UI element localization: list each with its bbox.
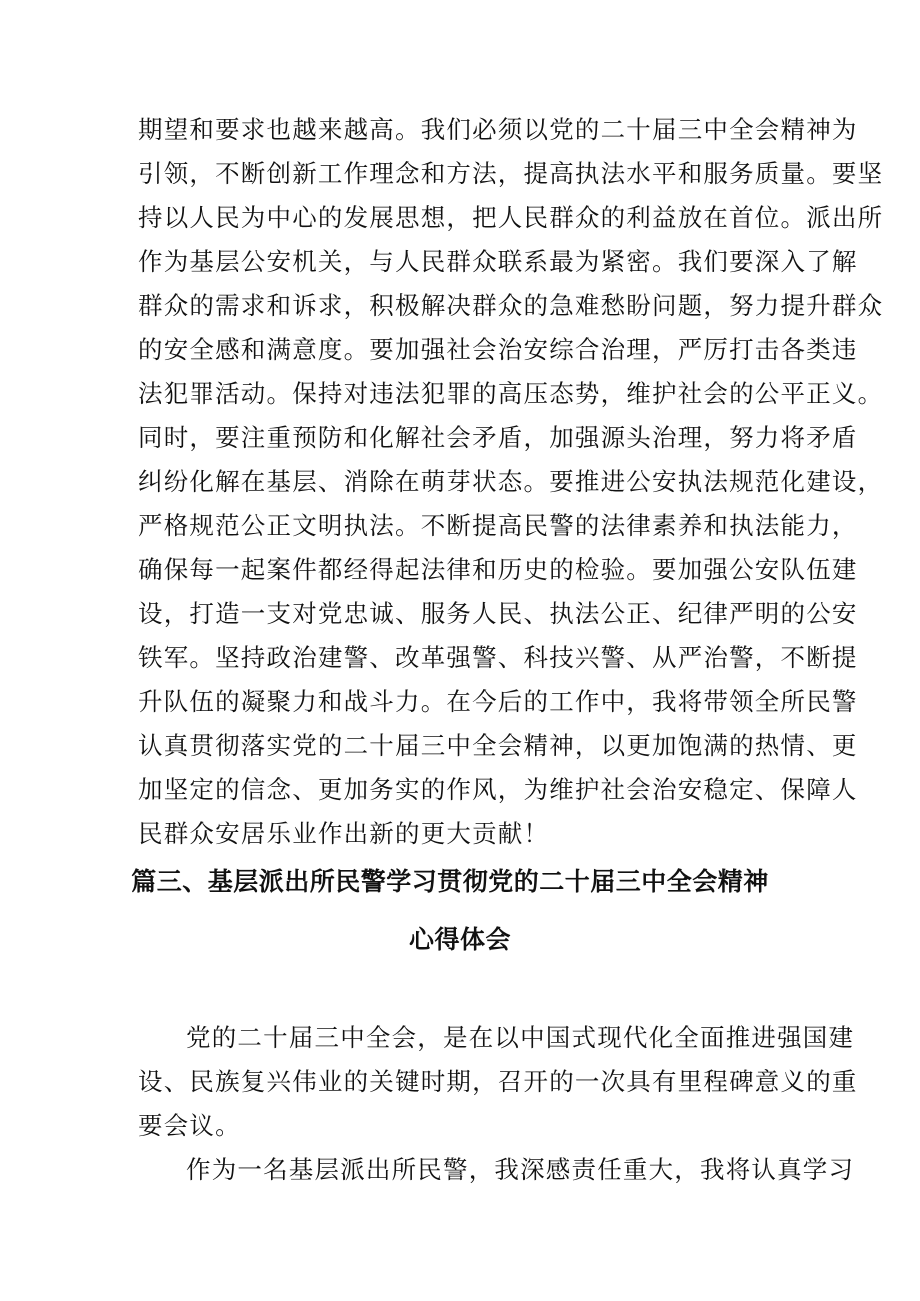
body-text-line: 引领，不断创新工作理念和方法，提高执法水平和服务质量。要坚 bbox=[138, 159, 884, 188]
body-text-line: 期望和要求也越来越高。我们必须以党的二十届三中全会精神为 bbox=[138, 115, 858, 144]
body-text-line: 加坚定的信念、更加务实的作风，为维护社会治安稳定、保障人 bbox=[138, 775, 858, 804]
section-subtitle: 心得体会 bbox=[408, 925, 511, 954]
body-text-line: 持以人民为中心的发展思想，把人民群众的利益放在首位。派出所 bbox=[138, 203, 884, 232]
body-text-line: 设，打造一支对党忠诚、服务人民、执法公正、纪律严明的公安 bbox=[138, 599, 858, 628]
section-title: 篇三、基层派出所民警学习贯彻党的二十届三中全会精神 bbox=[131, 867, 769, 896]
body-text-line: 群众的需求和诉求，积极解决群众的急难愁盼问题，努力提升群众 bbox=[138, 291, 884, 320]
body-text-line: 党的二十届三中全会，是在以中国式现代化全面推进强国建 bbox=[186, 1023, 855, 1052]
body-text-line: 确保每一起案件都经得起法律和历史的检验。要加强公安队伍建 bbox=[138, 555, 858, 584]
body-text-line: 严格规范公正文明执法。不断提高民警的法律素养和执法能力， bbox=[138, 511, 858, 540]
body-text-line: 要会议。 bbox=[138, 1111, 241, 1140]
body-text-line: 民群众安居乐业作出新的更大贡献！ bbox=[138, 819, 550, 848]
body-text-line: 升队伍的凝聚力和战斗力。在今后的工作中，我将带领全所民警 bbox=[138, 687, 858, 716]
body-text-line: 同时，要注重预防和化解社会矛盾，加强源头治理，努力将矛盾 bbox=[138, 423, 858, 452]
body-text-line: 法犯罪活动。保持对违法犯罪的高压态势，维护社会的公平正义。 bbox=[138, 379, 884, 408]
body-text-line: 设、民族复兴伟业的关键时期，召开的一次具有里程碑意义的重 bbox=[138, 1067, 858, 1096]
body-text-line: 认真贯彻落实党的二十届三中全会精神，以更加饱满的热情、更 bbox=[138, 731, 858, 760]
body-text-line: 的安全感和满意度。要加强社会治安综合治理，严厉打击各类违 bbox=[138, 335, 858, 364]
body-text-line: 作为基层公安机关，与人民群众联系最为紧密。我们要深入了解 bbox=[138, 247, 858, 276]
body-text-line: 作为一名基层派出所民警，我深感责任重大，我将认真学习 bbox=[186, 1155, 855, 1184]
body-text-line: 铁军。坚持政治建警、改革强警、科技兴警、从严治警，不断提 bbox=[138, 643, 858, 672]
body-text-line: 纠纷化解在基层、消除在萌芽状态。要推进公安执法规范化建设， bbox=[138, 467, 884, 496]
